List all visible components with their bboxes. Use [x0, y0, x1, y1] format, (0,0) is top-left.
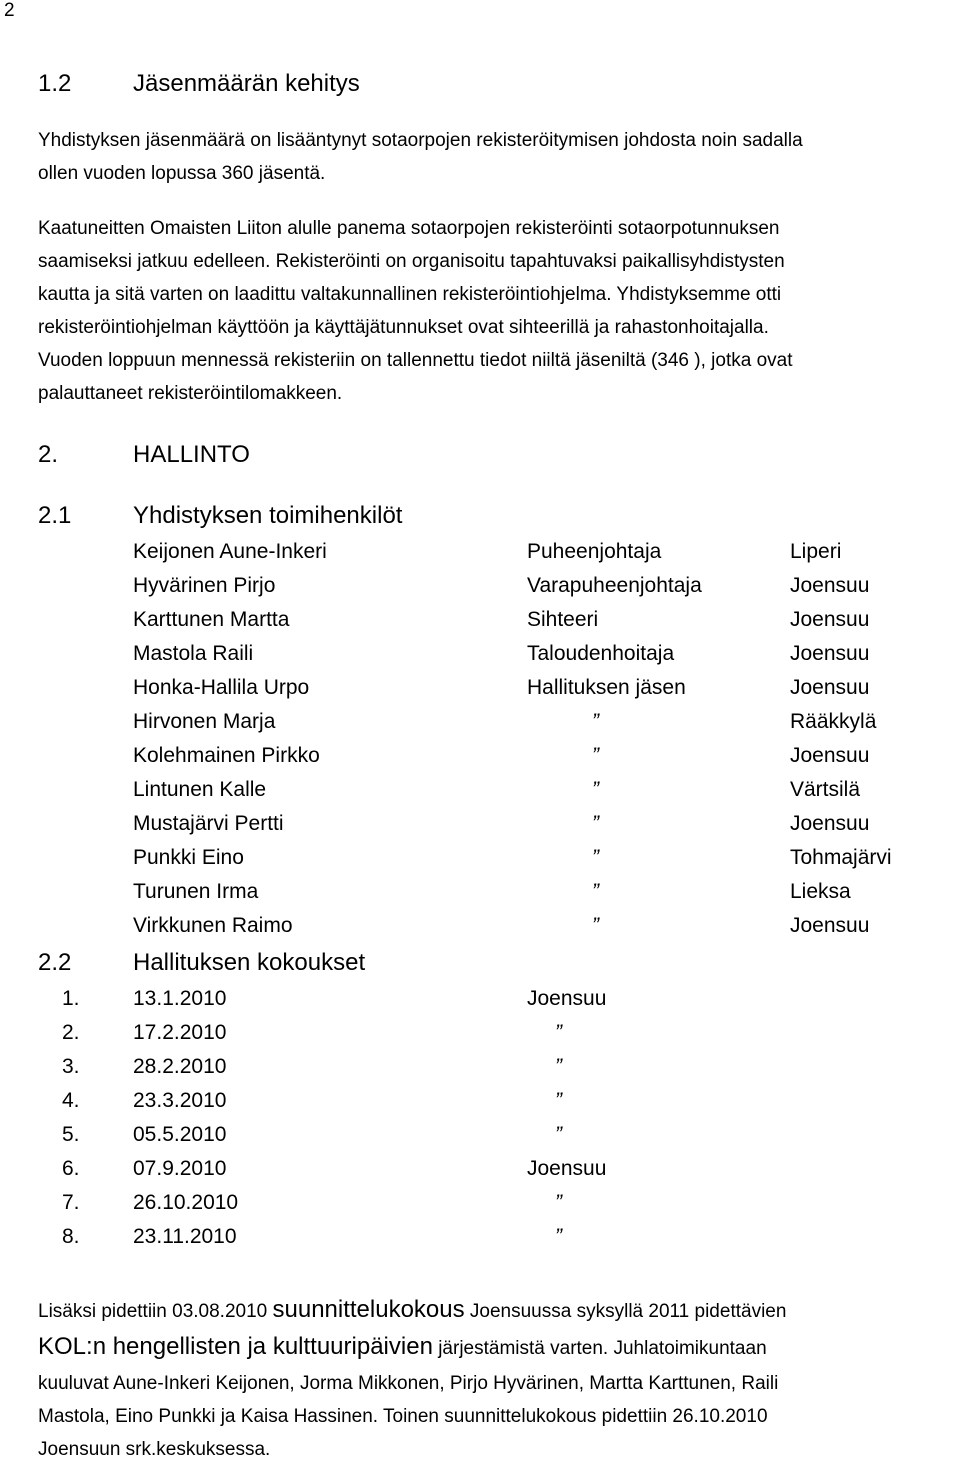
- meeting-date: 07.9.2010: [133, 1157, 227, 1180]
- paragraph-line: rekisteröintiohjelman käyttöön ja käyttäjätunnukset ovat sihteerillä ja rahastonhoitajalla.: [38, 317, 769, 338]
- official-role: ”: [592, 744, 599, 767]
- meeting-number: 8.: [62, 1225, 80, 1248]
- official-role: Varapuheenjohtaja: [527, 574, 702, 597]
- official-town: Joensuu: [790, 676, 870, 699]
- official-name: Kolehmainen Pirkko: [133, 744, 320, 767]
- official-row: [0, 574, 960, 608]
- closing-emphasis: suunnittelukokous: [272, 1296, 465, 1323]
- official-role: Puheenjohtaja: [527, 540, 662, 563]
- official-name: Hirvonen Marja: [133, 710, 276, 733]
- official-name: Virkkunen Raimo: [133, 914, 293, 937]
- meeting-date: 13.1.2010: [133, 987, 227, 1010]
- official-row: [0, 710, 960, 744]
- official-town: Joensuu: [790, 642, 870, 665]
- meeting-place: ”: [555, 1225, 562, 1248]
- section-1-2-title: Jäsenmäärän kehitys: [133, 70, 360, 97]
- closing-emphasis: KOL:n hengellisten ja kulttuuripäivien: [38, 1333, 433, 1360]
- meeting-number: 7.: [62, 1191, 80, 1214]
- official-town: Joensuu: [790, 914, 870, 937]
- meeting-date: 17.2.2010: [133, 1021, 227, 1044]
- meeting-place: ”: [555, 1089, 562, 1112]
- meeting-place: ”: [555, 1191, 562, 1214]
- official-name: Keijonen Aune-Inkeri: [133, 540, 327, 563]
- paragraph-membership: [38, 124, 803, 190]
- official-town: Joensuu: [790, 608, 870, 631]
- section-2-number: 2.: [38, 441, 59, 468]
- official-town: Lieksa: [790, 880, 851, 903]
- closing-text: Lisäksi pidettiin 03.08.2010: [38, 1301, 273, 1322]
- meeting-place: Joensuu: [527, 1157, 607, 1180]
- paragraph-line: palauttaneet rekisteröintilomakkeen.: [38, 383, 343, 404]
- meeting-date: 26.10.2010: [133, 1191, 239, 1214]
- meeting-date: 23.3.2010: [133, 1089, 227, 1112]
- official-name: Hyvärinen Pirjo: [133, 574, 276, 597]
- meeting-date: 23.11.2010: [133, 1225, 237, 1248]
- official-town: Joensuu: [790, 744, 870, 767]
- official-row: [0, 846, 960, 880]
- paragraph-line: Kaatuneitten Omaisten Liiton alulle panema sotaorpojen rekisteröinti sotaorpotunnuksen: [38, 218, 780, 239]
- meeting-number: 6.: [62, 1157, 80, 1180]
- closing-line-4: Mastola, Eino Punkki ja Kaisa Hassinen. Toinen suunnittelukokous pidettiin 26.10.2010: [38, 1406, 768, 1427]
- official-name: Karttunen Martta: [133, 608, 290, 631]
- section-2-title: HALLINTO: [133, 441, 250, 468]
- official-name: Mustajärvi Pertti: [133, 812, 284, 835]
- meeting-place: ”: [555, 1055, 562, 1078]
- section-2-1-number: 2.1: [38, 502, 72, 529]
- closing-text: Joensuussa syksyllä 2011 pidettävien: [464, 1301, 787, 1322]
- meeting-row: [0, 1123, 960, 1157]
- official-role: Sihteeri: [527, 608, 599, 631]
- official-town: Rääkkylä: [790, 710, 877, 733]
- paragraph-line: Vuoden loppuun mennessä rekisteriin on tallennettu tiedot niiltä jäseniltä (346 ), jotka ovat: [38, 350, 793, 371]
- official-row: [0, 540, 960, 574]
- paragraph-line: ollen vuoden lopussa 360 jäsentä.: [38, 163, 326, 184]
- paragraph-registration: [38, 212, 793, 410]
- official-name: Punkki Eino: [133, 846, 244, 869]
- official-row: [0, 676, 960, 710]
- meeting-row: [0, 1089, 960, 1123]
- official-name: Honka-Hallila Urpo: [133, 676, 310, 699]
- official-row: [0, 880, 960, 914]
- meeting-row: [0, 1225, 960, 1259]
- official-role: ”: [592, 914, 599, 937]
- official-row: [0, 812, 960, 846]
- meeting-row: [0, 1157, 960, 1191]
- meeting-row: [0, 1055, 960, 1089]
- meeting-place: Joensuu: [527, 987, 607, 1010]
- meeting-number: 3.: [62, 1055, 80, 1078]
- paragraph-line: kautta ja sitä varten on laadittu valtakunnallinen rekisteröintiohjelma. Yhdistyksemme otti: [38, 284, 782, 305]
- paragraph-line: saamiseksi jatkuu edelleen. Rekisteröinti on organisoitu tapahtuvaksi paikallisyhdistysten: [38, 251, 785, 272]
- section-1-2-number: 1.2: [38, 70, 72, 97]
- meeting-date: 05.5.2010: [133, 1123, 227, 1146]
- section-2-2-title: Hallituksen kokoukset: [133, 949, 366, 976]
- official-role: Hallituksen jäsen: [527, 676, 686, 699]
- official-name: Lintunen Kalle: [133, 778, 267, 801]
- official-town: Liperi: [790, 540, 842, 563]
- paragraph-line: Yhdistyksen jäsenmäärä on lisääntynyt sotaorpojen rekisteröitymisen johdosta noin sadalla: [38, 130, 803, 151]
- page-number: 2: [4, 0, 15, 21]
- official-role: ”: [592, 710, 599, 733]
- official-row: [0, 608, 960, 642]
- official-row: [0, 914, 960, 948]
- official-name: Mastola Raili: [133, 642, 254, 665]
- official-town: Joensuu: [790, 812, 870, 835]
- official-row: [0, 744, 960, 778]
- closing-line-5: Joensuun srk.keskuksessa.: [38, 1439, 271, 1460]
- official-role: ”: [592, 880, 599, 903]
- official-role: ”: [592, 846, 599, 869]
- meeting-number: 4.: [62, 1089, 80, 1112]
- meeting-place: ”: [555, 1123, 562, 1146]
- meeting-number: 1.: [62, 987, 80, 1010]
- meeting-number: 5.: [62, 1123, 80, 1146]
- official-row: [0, 778, 960, 812]
- meeting-place: ”: [555, 1021, 562, 1044]
- section-2-1-title: Yhdistyksen toimihenkilöt: [133, 502, 403, 529]
- official-name: Turunen Irma: [133, 880, 259, 903]
- official-town: Tohmajärvi: [790, 846, 892, 869]
- closing-line-2: [38, 1333, 767, 1361]
- official-role: ”: [592, 778, 599, 801]
- official-town: Joensuu: [790, 574, 870, 597]
- meeting-row: [0, 987, 960, 1021]
- meeting-row: [0, 1191, 960, 1225]
- section-2-2-number: 2.2: [38, 949, 72, 976]
- official-row: [0, 642, 960, 676]
- official-role: ”: [592, 812, 599, 835]
- meeting-row: [0, 1021, 960, 1055]
- official-role: Taloudenhoitaja: [527, 642, 675, 665]
- official-town: Värtsilä: [790, 778, 861, 801]
- meeting-number: 2.: [62, 1021, 80, 1044]
- closing-line-1: [38, 1296, 786, 1324]
- closing-text: järjestämistä varten. Juhlatoimikuntaan: [432, 1338, 767, 1359]
- closing-line-3: kuuluvat Aune-Inkeri Keijonen, Jorma Mikkonen, Pirjo Hyvärinen, Martta Karttunen, Raili: [38, 1373, 779, 1394]
- meeting-date: 28.2.2010: [133, 1055, 227, 1078]
